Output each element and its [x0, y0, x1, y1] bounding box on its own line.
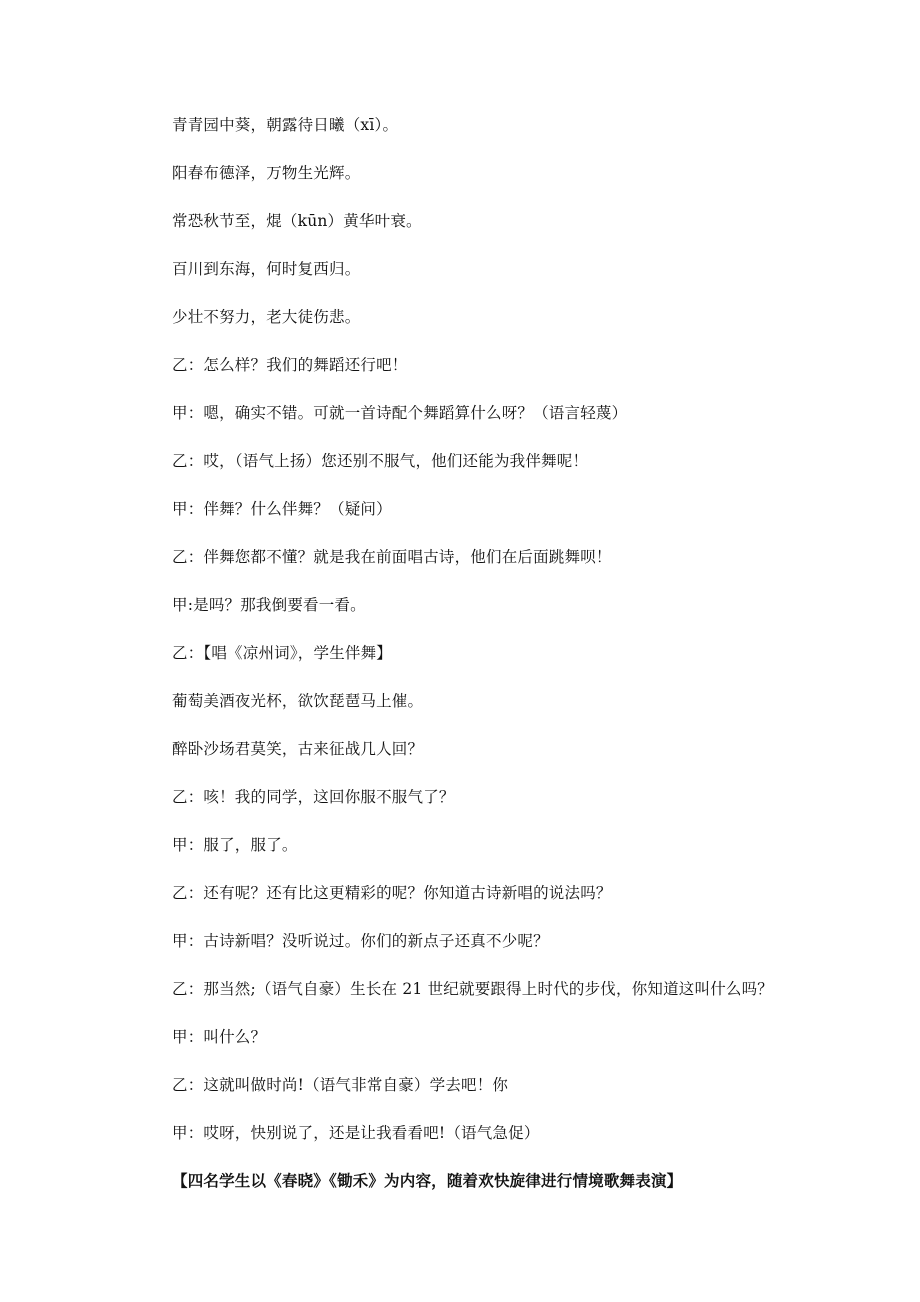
dialogue-line: 乙：伴舞您都不懂？就是我在前面唱古诗，他们在后面跳舞呗！ — [172, 548, 612, 566]
poem-line: 常恐秋节至，焜（kūn）黄华叶衰。 — [172, 212, 422, 230]
dialogue-line: 乙：还有呢？还有比这更精彩的呢？你知道古诗新唱的说法吗？ — [172, 884, 612, 902]
dialogue-line: 乙：那当然;（语气自豪）生长在 21 世纪就要跟得上时代的步伐，你知道这叫什么吗？ — [172, 980, 774, 998]
dialogue-line: 乙：【唱《凉州词》，学生伴舞】 — [172, 644, 393, 662]
dialogue-line: 甲:是吗？那我倒要看一看。 — [172, 596, 366, 614]
dialogue-line: 甲：哎呀，快别说了，还是让我看看吧!（语气急促） — [172, 1124, 540, 1142]
stage-direction: 【四名学生以《春晓》《锄禾》为内容，随着欢快旋律进行情境歌舞表演】 — [172, 1171, 683, 1190]
dialogue-line: 甲：伴舞？什么伴舞？（疑问） — [172, 500, 392, 518]
dialogue-line: 乙：哎，（语气上扬）您还别不服气，他们还能为我伴舞呢！ — [172, 452, 589, 470]
dialogue-line: 甲：嗯，确实不错。可就一首诗配个舞蹈算什么呀？（语言轻蔑） — [172, 404, 628, 422]
poem-line: 葡萄美酒夜光杯，欲饮琵琶马上催。 — [172, 692, 424, 710]
dialogue-line: 乙：这就叫做时尚!（语气非常自豪）学去吧！你 — [172, 1076, 509, 1094]
dialogue-line: 乙：怎么样？我们的舞蹈还行吧！ — [172, 356, 408, 374]
poem-line: 阳春布德泽，万物生光辉。 — [172, 164, 361, 182]
poem-line: 青青园中葵，朝露待日曦（xī）。 — [172, 116, 399, 134]
poem-line: 少壮不努力，老大徒伤悲。 — [172, 308, 361, 326]
dialogue-line: 甲：叫什么？ — [172, 1028, 267, 1046]
dialogue-line: 甲：古诗新唱？没听说过。你们的新点子还真不少呢？ — [172, 932, 549, 950]
poem-line: 百川到东海，何时复西归。 — [172, 260, 361, 278]
dialogue-line: 甲：服了，服了。 — [172, 836, 298, 854]
dialogue-line: 乙：咳！我的同学，这回你服不服气了？ — [172, 788, 455, 806]
poem-line: 醉卧沙场君莫笑，古来征战几人回？ — [172, 740, 424, 758]
